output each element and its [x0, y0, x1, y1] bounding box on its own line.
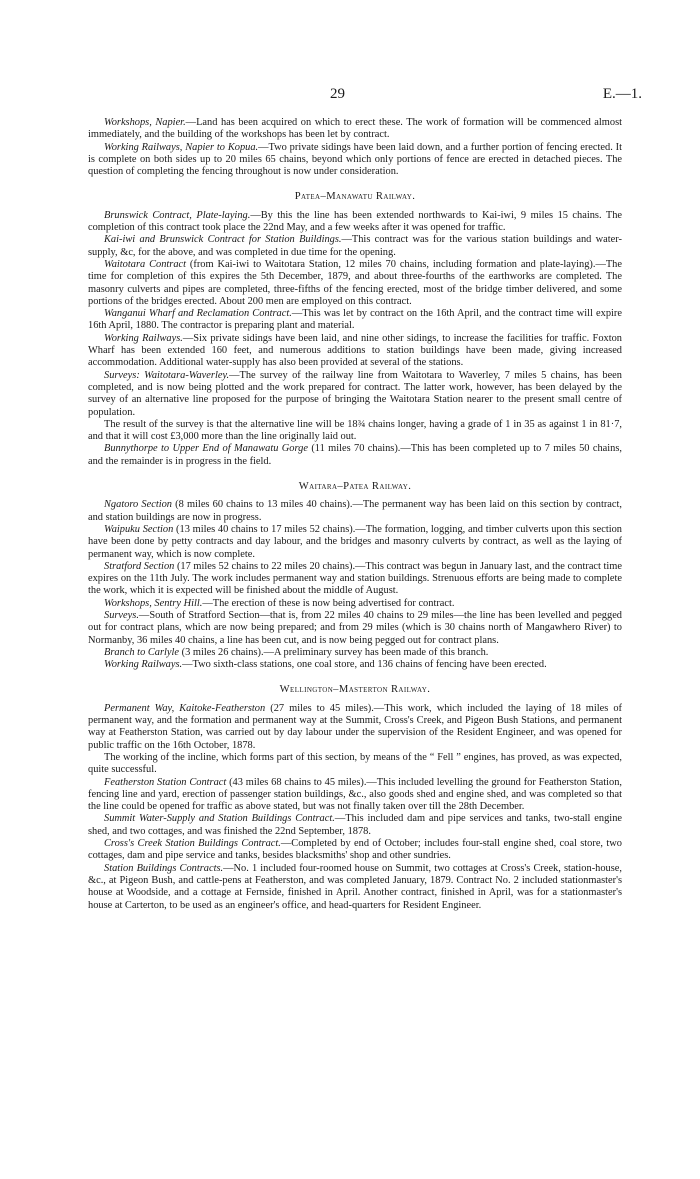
paragraph-title: Station Buildings Contracts.: [104, 862, 224, 874]
paragraph-text: —Two private sidings have been laid down, and a further portion of fencing erected. It is complete on both sides up to 20 miles 65 chains, beyond which only portions of fence are erected in detached pieces. The question of completing the fencing throughout is now under consideration.: [88, 141, 622, 178]
paragraph-title: Branch to Carlyle: [104, 646, 180, 658]
paragraph-text: The working of the incline, which forms part of this section, by means of the “ Fell ” engines, has proved, as was expected, quite successful.: [88, 751, 622, 776]
paragraph-title: Permanent Way, Kaitoke-Featherston: [104, 702, 266, 714]
paragraph: [88, 647, 622, 659]
paragraph: [88, 610, 622, 647]
paragraph-title: Cross's Creek Station Buildings Contract.: [104, 838, 281, 850]
paragraph: [88, 703, 622, 752]
section-heading: Waitara–Patea Railway.: [298, 481, 412, 493]
paragraph-title: Stratford Section: [104, 560, 175, 572]
paragraph-text: (3 miles 26 chains).—A preliminary survey has been made of this branch.: [179, 646, 489, 658]
paragraph-text: (13 miles 40 chains to 17 miles 52 chains).—The formation, logging, and timber culverts upon this section have been done by petty contracts and day labour, and the bridges and masonry culverts by contract, as well as the laying of permanent way, which is now complete.: [88, 523, 622, 560]
paragraph: [88, 259, 622, 308]
section: [88, 117, 622, 178]
paragraph: [88, 419, 622, 444]
paragraph: [88, 370, 622, 419]
paragraph: [88, 234, 622, 259]
paragraph-title: Featherston Station Contract: [104, 776, 227, 788]
paragraph-title: Bunnythorpe to Upper End of Manawatu Gorge: [104, 443, 308, 455]
paragraph: [88, 813, 622, 838]
section-heading: Wellington–Masterton Railway.: [279, 684, 431, 696]
page-number: 29: [330, 86, 345, 102]
paragraph: [88, 333, 622, 370]
paragraph: [88, 561, 622, 598]
document-reference: E.—1.: [602, 86, 642, 102]
paragraph-text: —The survey of the railway line from Waitotara to Waverley, 7 miles 5 chains, has been completed, and is now being plotted and the work prepared for contract. The latter work, however, has been delayed by the survey of an alternative line proposed for the purpose of bringing the Waitotara Station nearer to the present small centre of population.: [88, 369, 622, 418]
paragraph-text: (8 miles 60 chains to 13 miles 40 chains).—The permanent way has been laid on this section by contract, and station buildings are now in progress.: [88, 499, 622, 523]
paragraph: [88, 752, 622, 777]
paragraph-text: The result of the survey is that the alternative line will be 18¾ chains longer, having a grade of 1 in 35 as against 1 in 81·7, and that it will cost £3,000 more than the line originally laid out.: [88, 418, 622, 443]
section: [88, 481, 622, 671]
paragraph-text: —The erection of these is now being advertised for contract.: [202, 597, 455, 609]
paragraph: [88, 838, 622, 863]
paragraph-text: —Land has been acquired on which to erect these. The work of formation will be commenced almost immediately, and the building of the workshops has been let by contract.: [88, 117, 623, 141]
section-heading: Patea–Manawatu Railway.: [294, 191, 416, 203]
paragraph: [88, 142, 622, 179]
paragraph-text: —By this the line has been extended northwards to Kai-iwi, 9 miles 15 chains. The completion of this contract took place the 22nd May, and a few weeks after it was opened for traffic.: [88, 209, 623, 234]
paragraph-text: —Six private sidings have been laid, and nine other sidings, to increase the facilities for traffic. Foxton Wharf has been extended 160 feet, and numerous additions to station buildings have been made, giving increased accommodation. Additional water-supply has also been provided at several of the stations.: [88, 332, 622, 369]
paragraph-title: Ngatoro Section: [104, 499, 172, 511]
paragraph-title: Working Railways, Napier to Kopua.: [104, 141, 259, 153]
paragraph-title: Kai-iwi and Brunswick Contract for Station Buildings.: [104, 234, 342, 246]
paragraph-title: Waipuku Section: [104, 523, 174, 535]
paragraph-text: (27 miles to 45 miles).—This work, which included the laying of 18 miles of permanent way, and the formation and permanent way at the Summit, Cross's Creek, and Pigeon Bush Stations, and permanent way at Featherston Station, was carried out by day labour under the supervision of the Resident Engineer, and was opened for public traffic on the 16th October, 1878.: [88, 702, 623, 751]
paragraph-text: —South of Stratford Section—that is, from 22 miles 40 chains to 29 miles—the line has been levelled and pegged out for contract plans, which are now being prepared; and from 29 miles (which is 30 chains north of Mangawhero River) to Normanby, 36 miles 40 chains, a line has been cut, and is now being pegged out for contract plans.: [88, 609, 622, 646]
paragraph-text: —This contract was for the various station buildings and water-supply, &c, for the above, and was completed in due time for the opening.: [88, 234, 622, 258]
paragraph: [88, 863, 622, 912]
paragraph: [88, 210, 622, 235]
paragraph: [88, 598, 622, 610]
page-header: [0, 86, 700, 106]
paragraph-title: Brunswick Contract, Plate-laying.: [104, 209, 251, 221]
paragraph-text: (43 miles 68 chains to 45 miles).—This included levelling the ground for Featherston Station, fencing line and yard, erection of passenger station buildings, &c., also goods shed and engine shed, and was completed so that the line could be opened for traffic as above stated, but was not finally taken over till the 28th December.: [88, 776, 622, 813]
paragraph: [88, 443, 622, 468]
paragraph-title: Working Railways.: [104, 659, 183, 671]
paragraph: [88, 117, 622, 142]
document-body: [88, 117, 622, 912]
paragraph-text: (17 miles 52 chains to 22 miles 20 chains).—This contract was begun in January last, and the contract time expires on the 11th July. The work includes permanent way and station buildings. Strenuous efforts are being made to complete the work, which it is expected will be finished about the middle of August.: [88, 560, 623, 597]
paragraph-text: —This was let by contract on the 16th April, and the contract time will expire 16th April, 1880. The contractor is preparing plant and material.: [88, 308, 623, 332]
paragraph-title: Working Railways.: [104, 332, 183, 344]
paragraph: [88, 308, 622, 333]
paragraph-title: Summit Water-Supply and Station Buildings Contract.: [104, 813, 335, 825]
paragraph-title: Workshops, Napier.: [104, 117, 186, 128]
paragraph-title: Waitotara Contract: [104, 258, 187, 270]
paragraph: [88, 777, 622, 814]
paragraph-title: Surveys.: [104, 609, 139, 621]
paragraph: [88, 524, 622, 561]
paragraph-text: (from Kai-iwi to Waitotara Station, 12 miles 70 chains, including formation and plate-laying).—The time for completion of this expires the 5th December, 1879, and about three-fourths of the earthworks are completed. The masonry culverts and pipes are completed, three-fifths of the fencing erected, most of the bridge timber delivered, and some portions of the bridges erected. About 200 men are employed on this contract.: [88, 258, 622, 307]
paragraph-title: Wanganui Wharf and Reclamation Contract.: [104, 308, 292, 320]
paragraph-text: (11 miles 70 chains).—This has been completed up to 7 miles 50 chains, and the remainder is in progress in the field.: [88, 443, 623, 467]
paragraph-text: —Two sixth-class stations, one coal store, and 136 chains of fencing have been erected.: [182, 659, 547, 671]
paragraph: [88, 499, 622, 524]
paragraph-title: Surveys: Waitotara-Waverley.: [104, 369, 230, 381]
section: [88, 191, 622, 468]
paragraph-title: Workshops, Sentry Hill.: [104, 597, 203, 609]
paragraph-text: —This included dam and pipe services and tanks, two-stall engine shed, and two cottages, and was finished the 22nd September, 1878.: [88, 813, 622, 837]
paragraph: [88, 659, 622, 671]
paragraph-text: —Completed by end of October; includes four-stall engine shed, coal store, two cottages, dam and pipe service and tanks, besides blacksmiths' shop and other sundries.: [88, 838, 622, 862]
paragraph-text: —No. 1 included four-roomed house on Summit, two cottages at Cross's Creek, station-house, &c., at Pigeon Bush, and cattle-pens at Featherston, and was completed January, 1879. Contract No. 2 included stationmaster's house at Woodside, and a cottage at Fernside, finished in April. Another contract, finished in April, was for a stationmaster's house at Carterton, to be used as an engineer's office, and head-quarters for Resident Engineer.: [88, 862, 622, 911]
section: [88, 684, 622, 911]
